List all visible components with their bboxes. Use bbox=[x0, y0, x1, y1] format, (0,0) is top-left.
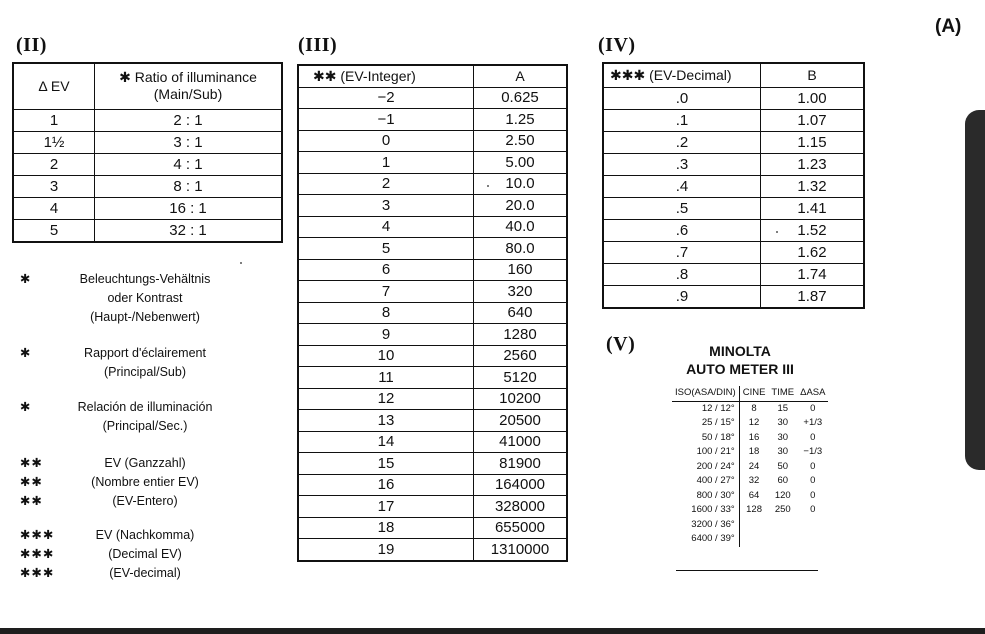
footnote-marker: ✱✱✱ bbox=[20, 566, 55, 580]
ev-decimal-row bbox=[603, 131, 864, 153]
ev-integer-cell: 2.50 bbox=[474, 130, 568, 152]
ev-integer-row bbox=[298, 195, 567, 217]
ev-integer-cell: 0 bbox=[298, 130, 474, 152]
ev-integer-cell: −1 bbox=[298, 109, 474, 131]
meter-value-cell: 0 bbox=[810, 402, 816, 414]
meter-value-cell bbox=[739, 532, 768, 547]
meter-value-cell: 16 bbox=[748, 431, 760, 443]
ev-decimal-cell: .6 bbox=[603, 219, 761, 241]
ev-integer-row bbox=[298, 281, 567, 303]
meter-iso-cell: 25 / 15° bbox=[672, 416, 739, 431]
ev-decimal-row bbox=[603, 263, 864, 285]
ev-integer-row bbox=[298, 431, 567, 453]
ev-decimal-row bbox=[603, 175, 864, 197]
ev-decimal-cell: 1.74 bbox=[761, 263, 865, 285]
meter-brand: MINOLTA bbox=[709, 343, 771, 359]
meter-row bbox=[672, 474, 828, 489]
footnote-marker: ✱✱ bbox=[20, 494, 43, 508]
meter-iso-cell: 200 / 24° bbox=[672, 460, 739, 475]
section-3-label: (III) bbox=[298, 34, 338, 56]
delta-ev-header: Δ EV bbox=[13, 63, 95, 109]
ev-decimal-row bbox=[603, 87, 864, 109]
footnote-line: EV (Nachkomma) bbox=[95, 528, 195, 542]
meter-cine-header: CINE bbox=[739, 386, 768, 401]
section-2-label: (II) bbox=[16, 34, 47, 56]
meter-iso-cell: 3200 / 36° bbox=[672, 518, 739, 533]
ev-integer-cell: 16 bbox=[298, 474, 474, 496]
ev-integer-cell: 15 bbox=[298, 453, 474, 475]
meter-table bbox=[672, 386, 828, 547]
ev-integer-cell: 40.0 bbox=[474, 216, 568, 238]
ev-integer-cell: 2 bbox=[298, 173, 474, 195]
ratio-cell: 4 : 1 bbox=[95, 153, 283, 175]
footnote-line: (Haupt-/Nebenwert) bbox=[90, 310, 200, 324]
ev-integer-row bbox=[298, 216, 567, 238]
meter-value-cell: 0 bbox=[810, 460, 816, 472]
ev-integer-row bbox=[298, 302, 567, 324]
ev-integer-row bbox=[298, 410, 567, 432]
meter-value-cell bbox=[768, 532, 797, 547]
section-4-label: (IV) bbox=[598, 34, 636, 56]
ev-integer-cell: 19 bbox=[298, 539, 474, 561]
footnote-line: (Principal/Sec.) bbox=[102, 419, 188, 433]
ev-integer-cell: −2 bbox=[298, 87, 474, 109]
ev-decimal-row bbox=[603, 109, 864, 131]
footnote bbox=[20, 398, 280, 436]
ev-decimal-cell: 1.00 bbox=[761, 87, 865, 109]
ev-integer-cell: 14 bbox=[298, 431, 474, 453]
meter-value-cell bbox=[768, 518, 797, 533]
meter-iso-cell: 1600 / 33° bbox=[672, 503, 739, 518]
ev-integer-cell: 9 bbox=[298, 324, 474, 346]
ev-integer-cell: 18 bbox=[298, 517, 474, 539]
footnote bbox=[20, 344, 280, 382]
ratio-row bbox=[13, 153, 282, 175]
ev-integer-cell: 11 bbox=[298, 367, 474, 389]
footnote-line: (Nombre entier EV) bbox=[91, 475, 199, 489]
meter-iso-cell: 100 / 21° bbox=[672, 445, 739, 460]
ev-decimal-row bbox=[603, 219, 864, 241]
ev-integer-row bbox=[298, 173, 567, 195]
ev-integer-cell: 640 bbox=[474, 302, 568, 324]
meter-row bbox=[672, 416, 828, 431]
meter-iso-cell: 12 / 12° bbox=[672, 401, 739, 416]
ratio-cell: 1 bbox=[13, 109, 95, 131]
footnote-line: (Principal/Sub) bbox=[104, 365, 186, 379]
meter-value-cell: 30 bbox=[777, 417, 789, 428]
ev-integer-cell: 20500 bbox=[474, 410, 568, 432]
ev-decimal-cell: 1.23 bbox=[761, 153, 865, 175]
ratio-cell: 16 : 1 bbox=[95, 197, 283, 219]
meter-value-cell: 0 bbox=[810, 475, 816, 486]
meter-row bbox=[672, 445, 828, 460]
meter-iso-cell: 800 / 30° bbox=[672, 489, 739, 504]
section-5-label: (V) bbox=[606, 333, 636, 355]
ev-decimal-cell: .8 bbox=[603, 263, 761, 285]
ev-integer-cell: 1 bbox=[298, 152, 474, 174]
speck bbox=[776, 231, 778, 233]
footnote-line: Rapport d'éclairement bbox=[84, 346, 206, 360]
ev-decimal-row bbox=[603, 285, 864, 308]
footnote-marker: ✱✱ bbox=[20, 475, 43, 489]
ev-integer-row bbox=[298, 496, 567, 518]
ratio-cell: 8 : 1 bbox=[95, 175, 283, 197]
footnote-line: (EV-Entero) bbox=[112, 494, 178, 508]
ev-integer-row bbox=[298, 109, 567, 131]
ev-decimal-cell: .1 bbox=[603, 109, 761, 131]
ratio-cell: 1½ bbox=[13, 131, 95, 153]
ratio-cell: 5 bbox=[13, 219, 95, 242]
meter-row bbox=[672, 460, 828, 475]
meter-value-cell: 60 bbox=[777, 475, 789, 486]
meter-value-cell: 0 bbox=[810, 431, 816, 443]
meter-row bbox=[672, 431, 828, 446]
footnote-line: (Decimal EV) bbox=[108, 547, 182, 561]
ev-integer-cell: 2560 bbox=[474, 345, 568, 367]
ev-integer-header: ✱✱ (EV-Integer) bbox=[298, 65, 474, 87]
ev-decimal-cell: .4 bbox=[603, 175, 761, 197]
meter-row bbox=[672, 518, 828, 533]
ratio-row bbox=[13, 219, 282, 242]
meter-value-cell: 12 bbox=[748, 417, 760, 428]
footnote-marker: ✱✱✱ bbox=[20, 528, 55, 542]
meter-value-cell: 8 bbox=[751, 402, 757, 414]
ev-decimal-cell: 1.32 bbox=[761, 175, 865, 197]
meter-value-cell bbox=[739, 518, 768, 533]
ev-integer-cell: 81900 bbox=[474, 453, 568, 475]
ev-decimal-header: ✱✱✱ (EV-Decimal) bbox=[603, 63, 761, 87]
meter-value-cell: 15 bbox=[777, 402, 789, 414]
footnote-line: (EV-decimal) bbox=[109, 566, 181, 580]
ev-integer-row bbox=[298, 259, 567, 281]
meter-value-cell bbox=[797, 532, 828, 547]
ratio-row bbox=[13, 197, 282, 219]
ev-integer-row bbox=[298, 87, 567, 109]
ev-integer-cell: 10200 bbox=[474, 388, 568, 410]
ev-integer-cell: 17 bbox=[298, 496, 474, 518]
ev-decimal-cell: .5 bbox=[603, 197, 761, 219]
corner-label: (A) bbox=[935, 16, 962, 37]
ev-decimal-cell: .3 bbox=[603, 153, 761, 175]
ev-integer-cell: 4 bbox=[298, 216, 474, 238]
ev-integer-row bbox=[298, 367, 567, 389]
ev-decimal-row bbox=[603, 197, 864, 219]
ev-integer-cell: 5 bbox=[298, 238, 474, 260]
ev-integer-cell: 7 bbox=[298, 281, 474, 303]
ratio-row bbox=[13, 175, 282, 197]
ev-decimal-row bbox=[603, 153, 864, 175]
meter-value-cell: 250 bbox=[774, 504, 791, 515]
ev-integer-row bbox=[298, 453, 567, 475]
page-bottom-edge bbox=[0, 628, 985, 634]
meter-value-cell: 0 bbox=[810, 489, 816, 501]
meter-dasa-header: ΔASA bbox=[797, 386, 828, 401]
ev-decimal-table bbox=[602, 62, 865, 309]
meter-value-cell: 120 bbox=[774, 489, 791, 501]
ev-integer-cell: 164000 bbox=[474, 474, 568, 496]
ev-integer-cell: 80.0 bbox=[474, 238, 568, 260]
illuminance-ratio-table bbox=[12, 62, 283, 243]
meter-value-cell: 0 bbox=[810, 504, 816, 515]
footnote bbox=[20, 526, 280, 583]
ev-decimal-cell: 1.52 bbox=[761, 219, 865, 241]
ev-integer-row bbox=[298, 238, 567, 260]
ratio-header: ✱ Ratio of illuminance (Main/Sub) bbox=[95, 63, 283, 109]
meter-value-cell: 128 bbox=[746, 504, 762, 515]
ratio-cell: 3 bbox=[13, 175, 95, 197]
ev-integer-cell: 1310000 bbox=[474, 539, 568, 561]
meter-iso-cell: 50 / 18° bbox=[672, 431, 739, 446]
ev-decimal-cell: .0 bbox=[603, 87, 761, 109]
meter-row bbox=[672, 532, 828, 547]
ev-integer-cell: 10.0 bbox=[474, 173, 568, 195]
ev-integer-cell: 3 bbox=[298, 195, 474, 217]
footnote-line: EV (Ganzzahl) bbox=[104, 456, 186, 470]
ev-integer-row bbox=[298, 517, 567, 539]
ratio-row bbox=[13, 131, 282, 153]
ev-decimal-row bbox=[603, 241, 864, 263]
ev-decimal-cell: .2 bbox=[603, 131, 761, 153]
ev-integer-cell: 6 bbox=[298, 259, 474, 281]
meter-value-cell: 24 bbox=[748, 460, 760, 472]
footnote-marker: ✱✱ bbox=[20, 456, 43, 470]
ev-integer-table bbox=[297, 64, 568, 562]
meter-time-header: TIME bbox=[768, 386, 797, 401]
footnote bbox=[20, 454, 280, 511]
ratio-cell: 3 : 1 bbox=[95, 131, 283, 153]
ev-decimal-cell: 1.87 bbox=[761, 285, 865, 308]
ev-decimal-cell: 1.62 bbox=[761, 241, 865, 263]
meter-value-cell: 18 bbox=[748, 446, 760, 457]
ev-integer-cell: 10 bbox=[298, 345, 474, 367]
ev-integer-cell: 20.0 bbox=[474, 195, 568, 217]
ev-integer-cell: 12 bbox=[298, 388, 474, 410]
ev-integer-cell: 8 bbox=[298, 302, 474, 324]
ev-integer-row bbox=[298, 130, 567, 152]
meter-value-cell: −1/3 bbox=[803, 446, 823, 457]
speck bbox=[240, 262, 242, 264]
ratio-row bbox=[13, 109, 282, 131]
footnote-marker: ✱✱✱ bbox=[20, 547, 55, 561]
page-edge-shadow bbox=[965, 110, 985, 470]
footnote-line: Relación de illuminación bbox=[77, 400, 213, 414]
ev-integer-row bbox=[298, 388, 567, 410]
footnote-marker: ✱ bbox=[20, 272, 32, 286]
footnote bbox=[20, 270, 280, 327]
meter-iso-header: ISO(ASA/DIN) bbox=[672, 386, 739, 401]
meter-value-cell: 64 bbox=[748, 489, 760, 501]
footnote-marker: ✱ bbox=[20, 346, 32, 360]
meter-value-cell: +1/3 bbox=[803, 417, 823, 428]
meter-value-cell: 30 bbox=[777, 446, 789, 457]
ev-integer-cell: 41000 bbox=[474, 431, 568, 453]
ratio-cell: 32 : 1 bbox=[95, 219, 283, 242]
ev-integer-cell: 655000 bbox=[474, 517, 568, 539]
meter-value-cell: 32 bbox=[748, 475, 760, 486]
ev-integer-row bbox=[298, 474, 567, 496]
meter-underline bbox=[676, 570, 818, 571]
b-header: B bbox=[761, 63, 865, 87]
ev-integer-cell: 328000 bbox=[474, 496, 568, 518]
meter-value-cell: 30 bbox=[777, 431, 789, 443]
meter-value-cell: 50 bbox=[777, 460, 789, 472]
ratio-cell: 2 bbox=[13, 153, 95, 175]
ev-integer-cell: 160 bbox=[474, 259, 568, 281]
meter-row bbox=[672, 401, 828, 416]
meter-value-cell bbox=[797, 518, 828, 533]
footnote-line: Beleuchtungs-Vehältnis bbox=[79, 272, 211, 286]
ev-integer-cell: 1.25 bbox=[474, 109, 568, 131]
meter-iso-cell: 6400 / 39° bbox=[672, 532, 739, 547]
footnote-marker: ✱ bbox=[20, 400, 32, 414]
ratio-cell: 4 bbox=[13, 197, 95, 219]
speck bbox=[487, 185, 489, 187]
ev-decimal-cell: 1.41 bbox=[761, 197, 865, 219]
a-header: A bbox=[474, 65, 568, 87]
ev-integer-cell: 5120 bbox=[474, 367, 568, 389]
ev-integer-row bbox=[298, 345, 567, 367]
ev-integer-cell: 13 bbox=[298, 410, 474, 432]
ev-decimal-cell: 1.15 bbox=[761, 131, 865, 153]
ev-integer-row bbox=[298, 539, 567, 561]
ev-integer-cell: 0.625 bbox=[474, 87, 568, 109]
meter-row bbox=[672, 489, 828, 504]
ratio-cell: 2 : 1 bbox=[95, 109, 283, 131]
ev-integer-row bbox=[298, 324, 567, 346]
ev-integer-row bbox=[298, 152, 567, 174]
ev-decimal-cell: .9 bbox=[603, 285, 761, 308]
ev-decimal-cell: 1.07 bbox=[761, 109, 865, 131]
footnote-line: oder Kontrast bbox=[107, 291, 183, 305]
ev-integer-cell: 320 bbox=[474, 281, 568, 303]
meter-model: AUTO METER III bbox=[686, 361, 794, 377]
ev-decimal-cell: .7 bbox=[603, 241, 761, 263]
meter-iso-cell: 400 / 27° bbox=[672, 474, 739, 489]
meter-row bbox=[672, 503, 828, 518]
ev-integer-cell: 5.00 bbox=[474, 152, 568, 174]
ev-integer-cell: 1280 bbox=[474, 324, 568, 346]
